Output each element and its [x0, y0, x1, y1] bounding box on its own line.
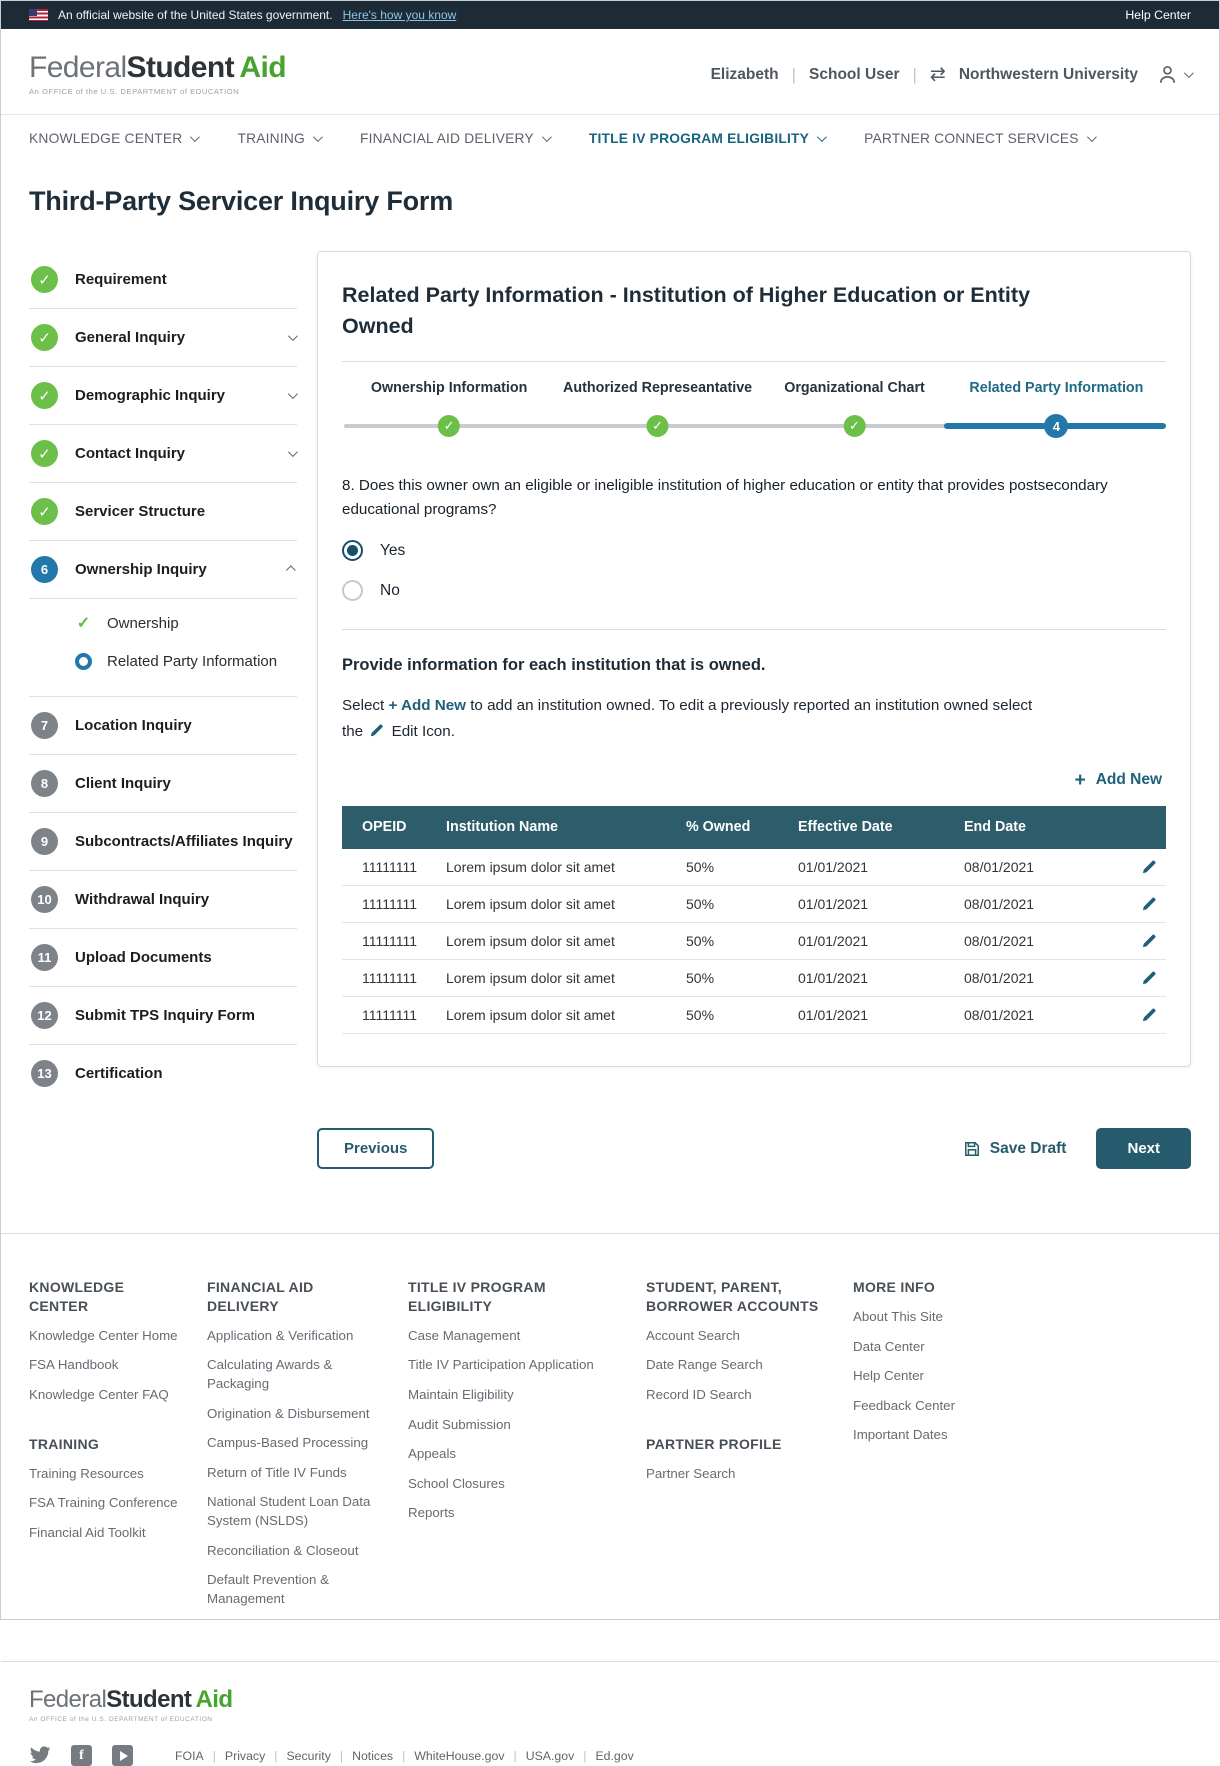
current-step-ring-icon: [75, 653, 92, 670]
logo-student: Student: [106, 1686, 192, 1714]
footer-link[interactable]: Origination & Disbursement: [207, 1405, 370, 1421]
institutions-table: [342, 806, 1166, 1034]
legal-link[interactable]: Privacy: [224, 1748, 266, 1763]
actions-right-group: [963, 1128, 1191, 1169]
stepper-step[interactable]: [563, 380, 753, 434]
nav-item-label: TRAINING: [237, 131, 305, 146]
footer-link[interactable]: Important Dates: [853, 1427, 948, 1443]
instructions-text: [342, 693, 1054, 745]
check-icon: ✓: [76, 615, 91, 632]
footer-column: [853, 1278, 1191, 1619]
sidebar-item-label: Client Inquiry: [75, 774, 171, 792]
footer-link[interactable]: Case Management: [408, 1327, 521, 1343]
sidebar-item-label: Requirement: [75, 270, 167, 288]
instructions-prefix: Select: [342, 697, 385, 715]
footer-link[interactable]: Campus-Based Processing: [207, 1435, 369, 1451]
divider: [342, 361, 1166, 362]
cell-opeid: 11111111: [362, 1006, 418, 1023]
nav-item-knowledge-center[interactable]: [29, 131, 197, 146]
youtube-icon[interactable]: [112, 1745, 133, 1766]
footer-link[interactable]: Reports: [408, 1505, 455, 1521]
check-circle-icon: ✓: [31, 498, 58, 525]
logo-aid: Aid: [195, 1686, 233, 1714]
sidebar-sub-item-label: Ownership: [107, 614, 179, 632]
chevron-down-icon: [288, 389, 298, 399]
nav-item-title-iv-program-eligibility[interactable]: [589, 131, 824, 146]
divider: |: [402, 1748, 406, 1763]
table-header-row: [342, 806, 1166, 849]
check-circle-icon: ✓: [31, 440, 58, 467]
logo-federal: Federal: [29, 1686, 107, 1714]
previous-button[interactable]: Previous: [317, 1128, 434, 1169]
edit-row-button[interactable]: [1132, 969, 1166, 986]
radio-label: No: [380, 581, 400, 599]
edit-pencil-icon: [369, 722, 385, 738]
chevron-down-icon: [190, 132, 200, 142]
edit-pencil-icon: [1141, 1006, 1158, 1023]
cell-end-date: 08/01/2021: [964, 969, 1035, 986]
stepper-step-label: Authorized Represeantative: [563, 380, 753, 397]
footer-group: [408, 1278, 620, 1523]
gov-banner: [1, 1, 1219, 29]
save-draft-label: Save Draft: [989, 1139, 1067, 1157]
footer-link[interactable]: Knowledge Center FAQ: [29, 1387, 169, 1402]
chevron-down-icon: [542, 132, 552, 142]
edit-row-button[interactable]: [1132, 895, 1166, 912]
save-draft-button[interactable]: [963, 1140, 1067, 1158]
cell-percent-owned: 50%: [686, 1006, 715, 1023]
step-number-badge: 7: [31, 712, 58, 739]
sidebar-sub-list: [29, 598, 297, 696]
site-footer: [1, 1233, 1219, 1619]
nav-item-label: KNOWLEDGE CENTER: [29, 131, 183, 146]
cell-institution-name: Lorem ipsum dolor sit amet: [446, 969, 615, 986]
chevron-down-icon: [313, 132, 323, 142]
step-number-badge: 9: [31, 828, 58, 855]
radio-group: [342, 540, 1166, 601]
footer-link[interactable]: Data Center: [853, 1338, 925, 1354]
footer-column: [207, 1278, 408, 1619]
sidebar-item-label: General Inquiry: [75, 328, 186, 346]
footer-group: [646, 1435, 827, 1484]
fsa-logo[interactable]: [29, 53, 286, 96]
footer-link[interactable]: About This Site: [853, 1308, 943, 1324]
plus-icon: +: [1074, 769, 1086, 791]
sidebar-item-label: Servicer Structure: [75, 502, 206, 520]
chevron-down-icon: [1087, 132, 1097, 142]
footer-link[interactable]: FSA Handbook: [29, 1357, 119, 1373]
footer-heading: PARTNER PROFILE: [646, 1435, 782, 1452]
cell-end-date: 08/01/2021: [964, 858, 1035, 875]
save-icon: [963, 1140, 981, 1158]
edit-row-button[interactable]: [1132, 858, 1166, 875]
footer-heading: TITLE IV PROGRAM ELIGIBILITY: [408, 1279, 546, 1314]
facebook-icon[interactable]: f: [71, 1745, 92, 1766]
footer-link[interactable]: Training Resources: [29, 1465, 144, 1481]
radio-option-no[interactable]: [342, 580, 1166, 601]
divider: |: [513, 1748, 517, 1763]
sidebar-item-label: Demographic Inquiry: [75, 386, 226, 404]
cell-end-date: 08/01/2021: [964, 895, 1035, 912]
footer-link[interactable]: Default Prevention & Management: [207, 1572, 329, 1606]
sidebar-item-label: Submit TPS Inquiry Form: [75, 1006, 256, 1024]
check-circle-icon: ✓: [31, 382, 58, 409]
footer-link[interactable]: National Student Loan Data System (NSLDS): [207, 1494, 371, 1529]
nav-item-label: TITLE IV PROGRAM ELIGIBILITY: [588, 131, 810, 146]
footer-group: [853, 1278, 1165, 1445]
cell-end-date: 08/01/2021: [964, 1006, 1035, 1023]
sidebar-item[interactable]: [29, 308, 297, 366]
sidebar-item[interactable]: [29, 540, 297, 598]
edit-pencil-icon: [1141, 895, 1158, 912]
instructions-middle: to add an institution owned. To edit a previously reported an institution owned select the: [342, 697, 1033, 740]
cell-percent-owned: 50%: [686, 969, 715, 986]
play-glyph: [120, 1751, 128, 1761]
divider: |: [791, 64, 797, 84]
footer-group: [29, 1278, 181, 1405]
table-row: [342, 997, 1166, 1034]
legal-link[interactable]: WhiteHouse.gov: [414, 1748, 505, 1763]
footer-column: [408, 1278, 646, 1619]
table-body: [342, 849, 1166, 1034]
footer-heading: KNOWLEDGE CENTER: [29, 1279, 125, 1314]
edit-pencil-icon: [1141, 858, 1158, 875]
sidebar-sub-item[interactable]: [75, 603, 297, 643]
sidebar-item[interactable]: [29, 251, 297, 308]
footer-link[interactable]: Return of Title IV Funds: [207, 1464, 347, 1480]
divider: [342, 629, 1166, 630]
sidebar-sub-item-label: Related Party Information: [107, 653, 278, 670]
chevron-down-icon: [1184, 68, 1194, 78]
sidebar-item-label: Upload Documents: [75, 948, 212, 966]
sidebar-item-label: Certification: [75, 1064, 163, 1082]
instructions-suffix: Edit Icon.: [391, 723, 455, 740]
table-header-cell: Effective Date: [798, 819, 893, 836]
table-header-cell: % Owned: [686, 819, 751, 836]
sidebar-item-label: Location Inquiry: [75, 716, 192, 734]
sidebar-item[interactable]: [29, 366, 297, 424]
cell-opeid: 11111111: [362, 932, 418, 949]
edit-pencil-icon: [1141, 969, 1158, 986]
how-you-know-link[interactable]: Here's how you know: [342, 8, 457, 22]
footer-heading: TRAINING: [29, 1435, 100, 1452]
footer-link[interactable]: Account Search: [646, 1327, 740, 1343]
stepper-step-label: Organizational Chart: [784, 380, 925, 397]
step-number-badge: 4: [1044, 414, 1068, 438]
footer-link[interactable]: Date Range Search: [646, 1357, 763, 1373]
legal-link[interactable]: Ed.gov: [595, 1748, 634, 1763]
sidebar-item-label: Ownership Inquiry: [75, 560, 207, 578]
help-center-link[interactable]: Help Center: [1125, 8, 1191, 22]
cell-institution-name: Lorem ipsum dolor sit amet: [446, 895, 615, 912]
sidebar-item[interactable]: [29, 424, 297, 482]
footer-link[interactable]: Maintain Eligibility: [408, 1387, 514, 1402]
table-row: [342, 923, 1166, 960]
edit-pencil-icon: [1141, 932, 1158, 949]
logo-student: Student: [126, 51, 234, 84]
footer-heading: FINANCIAL AID DELIVERY: [207, 1279, 314, 1314]
add-new-button[interactable]: [1075, 771, 1162, 790]
footer-link[interactable]: FSA Training Conference: [29, 1495, 178, 1511]
check-circle-icon: ✓: [31, 324, 58, 351]
chevron-down-icon: [288, 447, 298, 457]
footer-link[interactable]: Reconciliation & Closeout: [207, 1542, 359, 1558]
stepper-step-label: Related Party Information: [969, 380, 1144, 397]
legal-link[interactable]: Security: [286, 1748, 331, 1763]
nav-item-training[interactable]: [237, 131, 320, 146]
cell-end-date: 08/01/2021: [964, 932, 1035, 949]
cell-effective-date: 01/01/2021: [798, 1006, 869, 1023]
sidebar-sub-item[interactable]: [75, 643, 297, 680]
footer-group: [29, 1435, 181, 1543]
footer-link[interactable]: Financial Aid Toolkit: [29, 1524, 146, 1540]
legal-link[interactable]: FOIA: [175, 1748, 204, 1763]
form-actions: [317, 1128, 1191, 1169]
account-menu-button[interactable]: [1155, 63, 1191, 87]
footer-link[interactable]: Application & Verification: [207, 1327, 354, 1343]
us-flag-icon: [29, 9, 48, 21]
logo-aid: Aid: [239, 51, 286, 84]
stepper-step[interactable]: [969, 380, 1144, 434]
divider: |: [912, 64, 917, 84]
nav-item-partner-connect-services[interactable]: [864, 131, 1094, 146]
page-title: Third-Party Servicer Inquiry Form: [29, 186, 454, 216]
user-area: [711, 63, 1191, 87]
content-layout: [1, 251, 1219, 1102]
card-title: Related Party Information - Institution of Higher Education or Entity Owned: [342, 283, 1031, 338]
sidebar-item-label: Subcontracts/Affiliates Inquiry: [75, 832, 293, 850]
radio-button[interactable]: [342, 540, 363, 561]
cell-percent-owned: 50%: [686, 932, 715, 949]
radio-button[interactable]: [342, 580, 363, 601]
sidebar-item[interactable]: [29, 482, 297, 540]
gov-banner-text: An official website of the United States government.: [58, 8, 333, 22]
switch-org-icon[interactable]: ⇄: [929, 64, 946, 85]
edit-row-button[interactable]: [1132, 932, 1166, 949]
chevron-down-icon: [288, 331, 298, 341]
cell-opeid: 11111111: [362, 969, 418, 986]
footer-link[interactable]: Record ID Search: [646, 1387, 752, 1402]
cell-effective-date: 01/01/2021: [798, 858, 869, 875]
sidebar-item[interactable]: [29, 870, 297, 928]
footer-link[interactable]: Feedback Center: [853, 1397, 955, 1413]
sidebar-item[interactable]: [29, 696, 297, 754]
footer-group: [207, 1278, 382, 1608]
logo-tagline: An OFFICE of the U.S. DEPARTMENT of EDUCATION: [29, 87, 240, 96]
footer-column: [646, 1278, 853, 1619]
stepper-step-label: Ownership Information: [370, 380, 528, 397]
legal-links: [175, 1749, 634, 1763]
footer-link[interactable]: Help Center: [853, 1368, 924, 1384]
site-header: [1, 29, 1219, 114]
footer-group: [646, 1278, 827, 1405]
cell-effective-date: 01/01/2021: [798, 932, 869, 949]
chevron-up-icon: [286, 565, 296, 575]
sidebar-item[interactable]: [29, 1044, 297, 1102]
nav-item-financial-aid-delivery[interactable]: [360, 131, 549, 146]
sidebar-item[interactable]: [29, 928, 297, 986]
table-row: [342, 849, 1166, 886]
add-new-label: Add New: [1095, 771, 1162, 789]
user-role[interactable]: School User: [809, 65, 900, 83]
stepper-step[interactable]: [370, 380, 528, 434]
footer-link[interactable]: Knowledge Center Home: [29, 1327, 178, 1343]
check-circle-icon: ✓: [844, 415, 866, 437]
chevron-down-icon: [817, 132, 827, 142]
step-number-badge: 13: [31, 1060, 58, 1087]
nav-item-label: FINANCIAL AID DELIVERY: [359, 131, 534, 146]
footer-link[interactable]: Calculating Awards & Packaging: [207, 1357, 333, 1391]
divider: |: [583, 1748, 587, 1763]
cell-effective-date: 01/01/2021: [798, 895, 869, 912]
provide-info-text: Provide information for each institution that is owned.: [342, 656, 766, 675]
footer-heading: MORE INFO: [853, 1279, 936, 1295]
main-nav: [1, 114, 1219, 160]
radio-label: Yes: [380, 541, 406, 559]
step-number-badge: 10: [31, 886, 58, 913]
footer-link[interactable]: Appeals: [408, 1446, 457, 1462]
legal-link[interactable]: Notices: [352, 1748, 394, 1763]
divider: |: [339, 1748, 344, 1763]
table-header-cell: Institution Name: [446, 819, 558, 836]
logo-federal: Federal: [29, 51, 127, 84]
footer-column: [29, 1278, 207, 1619]
cell-opeid: 11111111: [362, 895, 418, 912]
cell-percent-owned: 50%: [686, 858, 715, 875]
table-header-cell: End Date: [964, 819, 1026, 836]
footer-link[interactable]: Audit Submission: [408, 1416, 511, 1432]
footer-link[interactable]: Partner Search: [646, 1465, 736, 1481]
form-card: [317, 251, 1191, 1067]
stepper-step[interactable]: [784, 380, 925, 434]
add-new-row: [346, 771, 1162, 790]
table-row: [342, 960, 1166, 997]
nav-item-label: PARTNER CONNECT SERVICES: [864, 131, 1079, 146]
step-number-badge: 11: [31, 944, 58, 971]
footer-heading: STUDENT, PARENT, BORROWER ACCOUNTS: [646, 1279, 819, 1314]
check-circle-icon: ✓: [438, 415, 460, 437]
twitter-icon[interactable]: [29, 1746, 51, 1765]
sidebar-item-label: Contact Inquiry: [75, 444, 186, 462]
step-number-badge: 8: [31, 770, 58, 797]
footer-link[interactable]: School Closures: [408, 1475, 505, 1491]
social-row: [29, 1745, 1191, 1766]
cell-institution-name: Lorem ipsum dolor sit amet: [446, 1006, 615, 1023]
edit-row-button[interactable]: [1132, 1006, 1166, 1023]
person-icon: [1155, 63, 1180, 87]
check-circle-icon: ✓: [31, 266, 58, 293]
radio-option-yes[interactable]: [342, 540, 1166, 561]
sidebar-item-label: Withdrawal Inquiry: [75, 890, 210, 908]
logo-tagline: An OFFICE of the U.S. DEPARTMENT of EDUCATION: [29, 1716, 213, 1724]
cell-opeid: 11111111: [362, 858, 418, 875]
table-header-cell: OPEID: [362, 819, 407, 836]
next-button[interactable]: Next: [1096, 1128, 1191, 1169]
cell-effective-date: 01/01/2021: [798, 969, 869, 986]
cell-institution-name: Lorem ipsum dolor sit amet: [446, 932, 615, 949]
sidebar-item[interactable]: [29, 812, 297, 870]
cell-percent-owned: 50%: [686, 895, 715, 912]
footer-link[interactable]: Title IV Participation Application: [408, 1357, 594, 1373]
form-steps-sidebar: [29, 251, 297, 1102]
check-circle-icon: ✓: [647, 415, 669, 437]
sub-footer: [1, 1661, 1219, 1766]
table-row: [342, 886, 1166, 923]
question-8-text: 8. Does this owner own an eligible or ineligible institution of higher education or entity that provides postsecondary educational programs?: [342, 477, 1108, 518]
divider: |: [274, 1748, 278, 1763]
sidebar-item[interactable]: [29, 986, 297, 1044]
step-number-badge: 12: [31, 1002, 58, 1029]
fsa-logo-footer[interactable]: [29, 1688, 1191, 1723]
step-number-badge: 6: [31, 556, 58, 583]
legal-link[interactable]: USA.gov: [525, 1748, 575, 1763]
cell-institution-name: Lorem ipsum dolor sit amet: [446, 858, 615, 875]
sidebar-item[interactable]: [29, 754, 297, 812]
user-name[interactable]: Elizabeth: [710, 65, 779, 83]
divider: |: [212, 1748, 216, 1763]
add-new-inline-link[interactable]: + Add New: [388, 697, 466, 715]
user-org[interactable]: Northwestern University: [958, 65, 1138, 83]
section-stepper: [342, 378, 1166, 444]
